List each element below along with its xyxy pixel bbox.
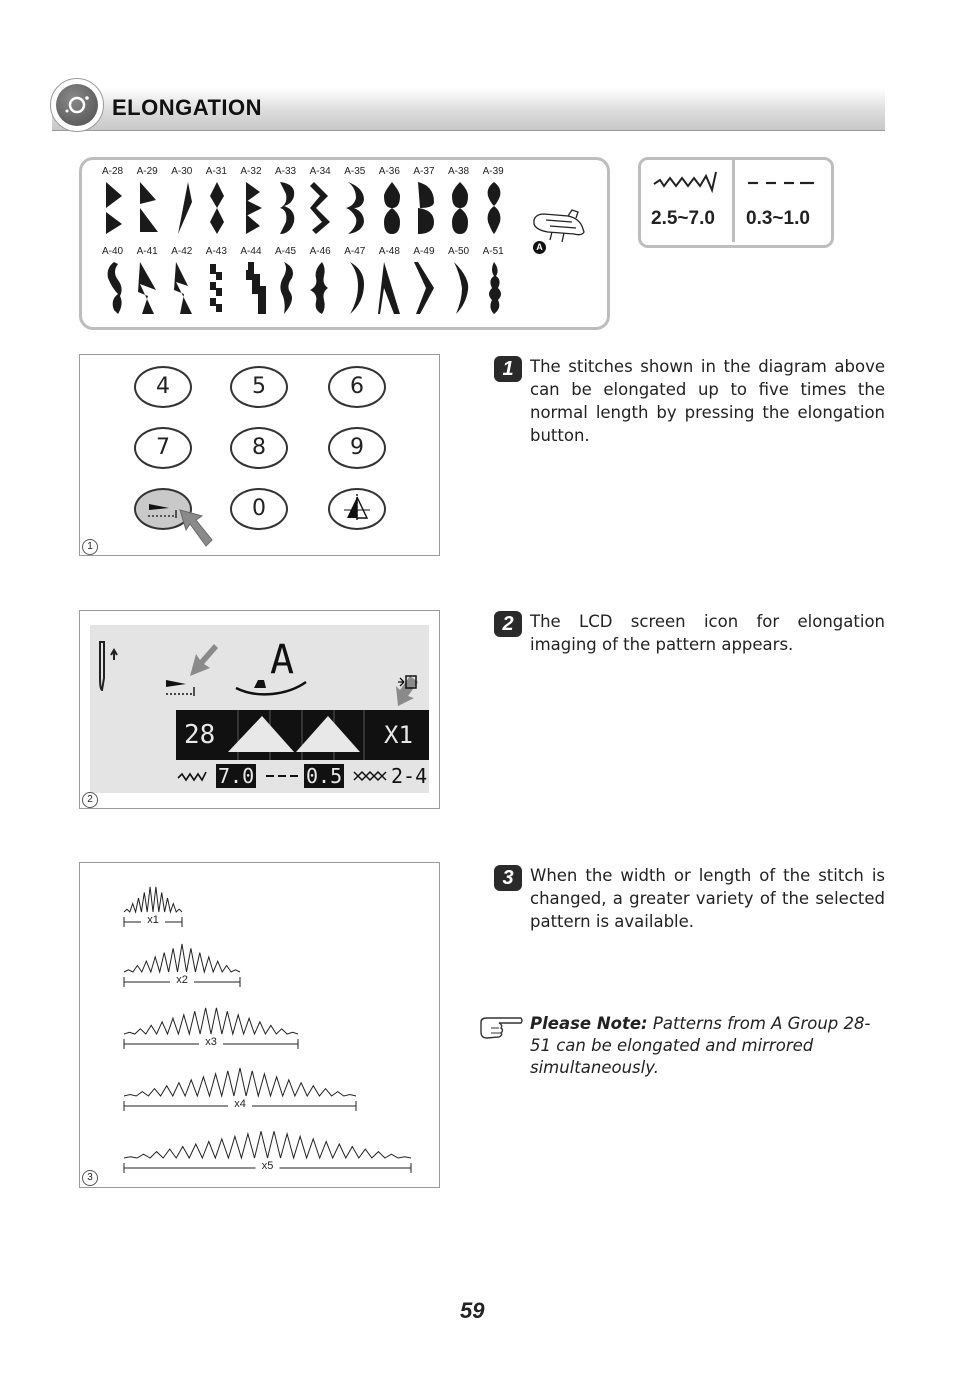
step-2-text: The LCD screen icon for elongation imaging of the pattern appears. <box>530 612 885 654</box>
key-5[interactable]: 5 <box>230 366 288 408</box>
step-1-text: The stitches shown in the diagram above can be elongated up to five times the normal length by pressing the elongation button. <box>530 357 885 445</box>
stitch-code-label: A-28 <box>102 166 124 177</box>
key-6[interactable]: 6 <box>328 366 386 408</box>
stitch-code-label: A-34 <box>309 166 331 177</box>
section-title: ELONGATION <box>112 95 263 120</box>
stitch-code-label: A-51 <box>482 246 504 257</box>
figure-number: 1 <box>82 539 98 555</box>
elongation-label: x3 <box>201 1036 221 1048</box>
stitch-code-label: A-30 <box>171 166 193 177</box>
elongation-label: x5 <box>258 1160 278 1172</box>
stitch-pattern-illustrations <box>100 178 520 318</box>
mirror-icon <box>330 490 384 528</box>
stitch-code-label: A-40 <box>102 246 124 257</box>
elongated-stitch-x3 <box>124 1008 298 1034</box>
stitch-code-label: A-48 <box>378 246 400 257</box>
stitch-code-label: A-38 <box>448 166 470 177</box>
stitch-code-label: A-35 <box>344 166 366 177</box>
lcd-foot-value: 2-4 <box>391 764 428 788</box>
stitch-code-label: A-32 <box>240 166 262 177</box>
page-number: 59 <box>460 1298 485 1323</box>
stitch-code-label: A-36 <box>378 166 400 177</box>
elongation-lcd-icon <box>162 642 222 700</box>
stitch-code-label: A-42 <box>171 246 193 257</box>
stitch-code-label: A-31 <box>205 166 227 177</box>
lcd-multiplier: X1 <box>384 721 413 749</box>
needle-position-icon <box>94 638 122 694</box>
lcd-mode-letter: A <box>270 637 295 683</box>
stitch-length-icon <box>746 175 816 191</box>
pointing-hand-icon <box>477 1014 525 1042</box>
note-label: Please Note: <box>530 1014 648 1033</box>
stitch-code-label: A-43 <box>205 246 227 257</box>
elongation-label: x1 <box>143 914 163 926</box>
stitch-code-label: A-46 <box>309 246 331 257</box>
width-range: 2.5~7.0 <box>651 208 715 229</box>
key-9[interactable]: 9 <box>328 427 386 469</box>
section-bullet-icon <box>56 84 98 126</box>
key-7[interactable]: 7 <box>134 427 192 469</box>
pointer-arrow-icon <box>176 506 216 552</box>
elongation-label: x4 <box>230 1098 250 1110</box>
elongation-label: x2 <box>172 974 192 986</box>
stitch-code-label: A-39 <box>482 166 504 177</box>
key-8[interactable]: 8 <box>230 427 288 469</box>
elongated-stitch-x5 <box>124 1131 411 1158</box>
lcd-length-value: 0.5 <box>306 764 343 788</box>
lcd-pattern-number: 28 <box>184 720 216 750</box>
key-4[interactable]: 4 <box>134 366 192 408</box>
mirror-button[interactable] <box>328 488 386 530</box>
stitch-code-label: A-33 <box>275 166 297 177</box>
range-divider <box>732 160 735 242</box>
note-block <box>530 1013 885 1079</box>
stitch-code-label: A-47 <box>344 246 366 257</box>
lcd-foot-icon <box>352 768 388 784</box>
stitch-code-label: A-37 <box>413 166 435 177</box>
presser-foot-lcd-icon <box>232 674 312 700</box>
presser-foot-label-badge: A <box>533 241 546 254</box>
figure-number: 2 <box>82 792 98 808</box>
figure-number: 3 <box>82 1170 98 1186</box>
note-text: Patterns from A Group 28-51 can be elongated and mirrored simultaneously. <box>530 1014 871 1077</box>
elongated-stitch-x2 <box>124 944 240 972</box>
lcd-width-icon <box>176 768 212 784</box>
lcd-width-value: 7.0 <box>218 764 255 788</box>
stitch-code-label: A-50 <box>448 246 470 257</box>
length-range: 0.3~1.0 <box>746 208 810 229</box>
stitch-code-label: A-41 <box>136 246 158 257</box>
stitch-code-label: A-49 <box>413 246 435 257</box>
step-2-number: 2 <box>494 611 522 637</box>
step-3-text: When the width or length of the stitch is changed, a greater variety of the selected pattern is available. <box>530 866 885 931</box>
stitch-code-label: A-29 <box>136 166 158 177</box>
step-1-number: 1 <box>494 356 522 382</box>
stitch-code-label: A-44 <box>240 246 262 257</box>
stitch-code-label: A-45 <box>275 246 297 257</box>
step-3-number: 3 <box>494 865 522 891</box>
lcd-length-icon <box>264 770 304 782</box>
lcd-pattern-preview <box>226 710 366 760</box>
elongation-levels-illustration <box>79 862 439 1186</box>
zigzag-width-icon <box>652 168 720 198</box>
elongated-stitch-x1 <box>124 887 182 912</box>
key-0[interactable]: 0 <box>230 488 288 530</box>
elongated-stitch-x4 <box>124 1068 356 1096</box>
